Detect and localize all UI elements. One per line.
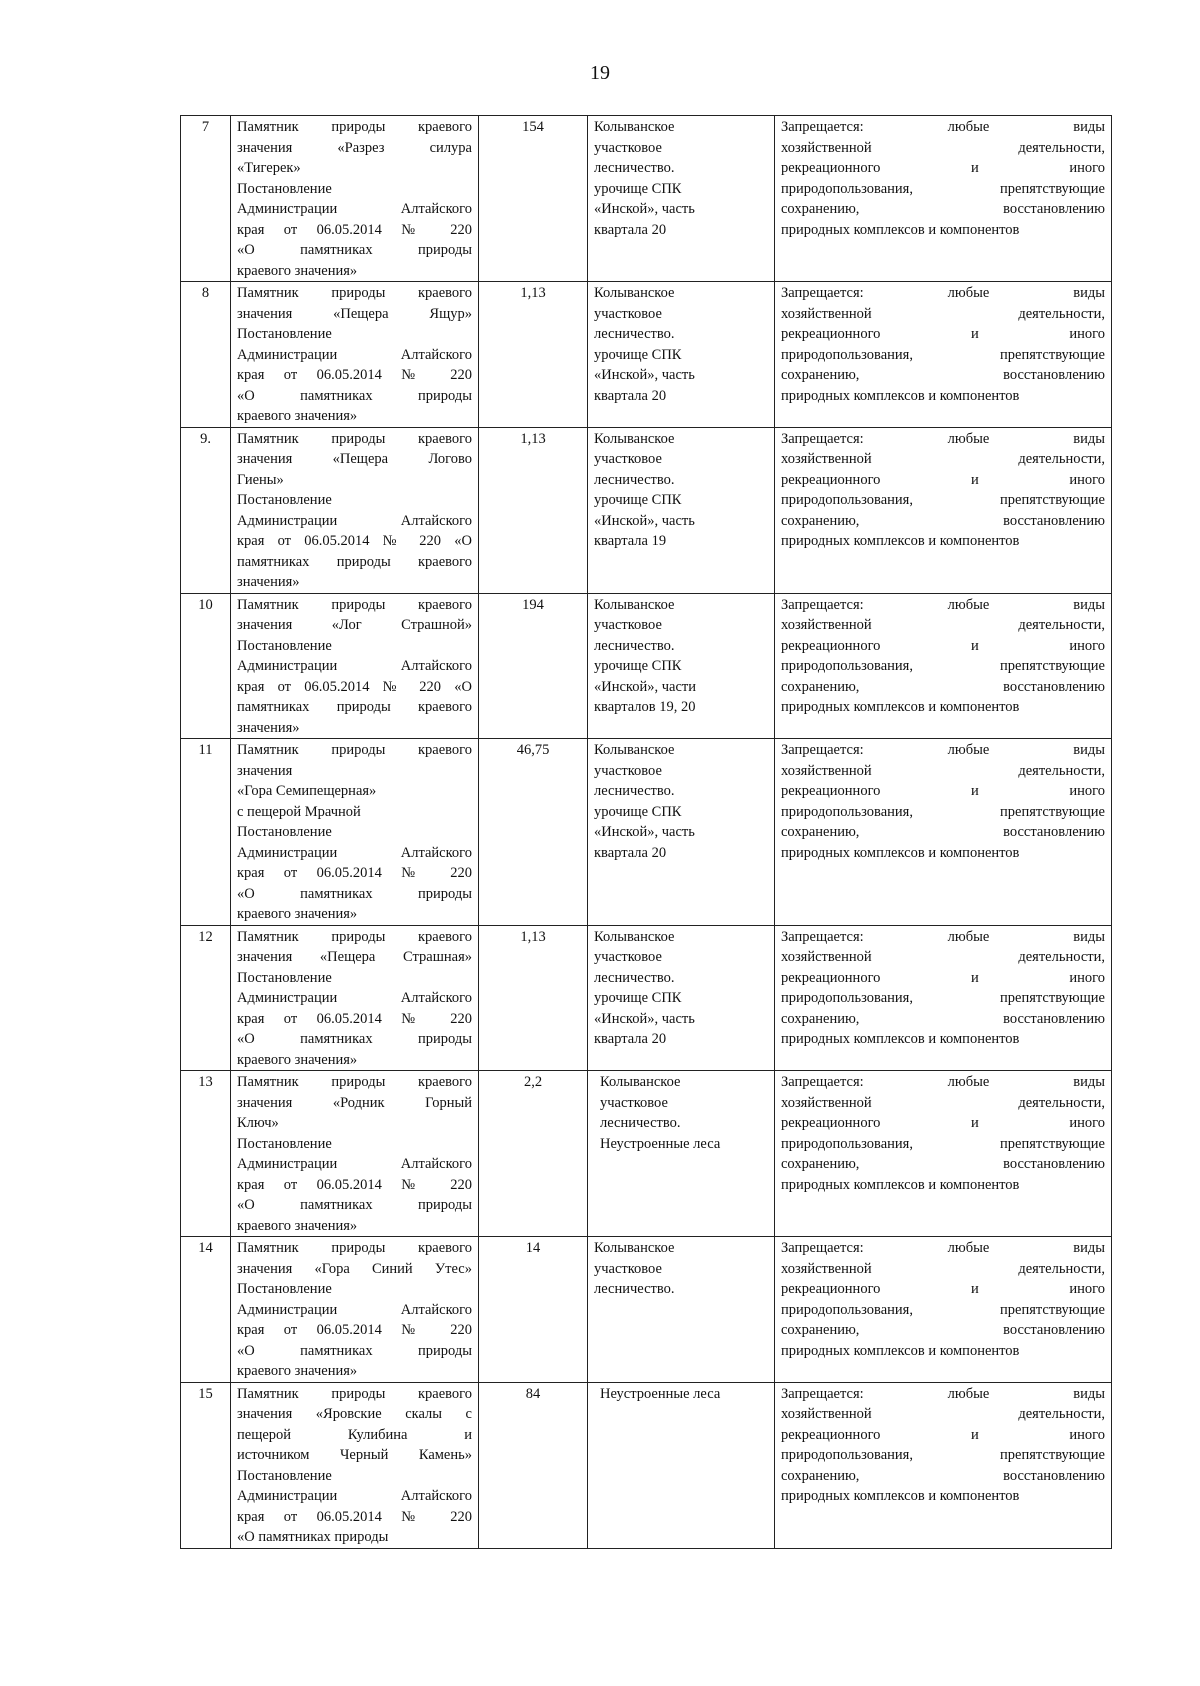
cell-line: лесничество. bbox=[600, 1115, 681, 1131]
cell-line: Колыванское bbox=[594, 596, 675, 613]
cell-line: Колыванское bbox=[600, 1074, 681, 1090]
cell-line: краевого значения» bbox=[237, 906, 358, 922]
cell-line: значения «Разрез силура bbox=[237, 139, 472, 156]
monument-name-cell bbox=[231, 427, 479, 593]
area-ha: 1,13 bbox=[479, 925, 588, 1071]
cell-line: Администрации Алтайского bbox=[237, 658, 472, 674]
table-row bbox=[181, 282, 1112, 428]
cell-line: кварталов 19, 20 bbox=[594, 699, 696, 715]
cell-line: Гиены» bbox=[237, 471, 284, 488]
table-row bbox=[181, 593, 1112, 739]
location-cell bbox=[588, 1071, 775, 1237]
cell-line: края от 06.05.2014 № 220 «О bbox=[237, 533, 472, 549]
cell-line: урочище СПК bbox=[594, 658, 682, 674]
location-cell bbox=[588, 1382, 775, 1548]
cell-line: Запрещается: любые виды bbox=[781, 928, 1105, 945]
monument-name-cell bbox=[231, 593, 479, 739]
cell-line: Памятник природы краевого bbox=[237, 285, 472, 301]
cell-line: Запрещается: любые виды bbox=[781, 119, 1105, 135]
cell-line: Неустроенные леса bbox=[600, 1385, 721, 1402]
cell-line: сохранению, восстановлению bbox=[781, 824, 1105, 840]
cell-line: краевого значения» bbox=[237, 408, 358, 424]
cell-line: Ключ» bbox=[237, 1115, 279, 1131]
cell-line: «Инской», часть bbox=[594, 824, 695, 840]
cell-line: природопользования, препятствующие bbox=[781, 1135, 1105, 1152]
restrictions-cell bbox=[775, 1382, 1112, 1548]
cell-line: края от 06.05.2014 № 220 bbox=[237, 865, 472, 881]
cell-line: «Инской», части bbox=[594, 678, 696, 695]
cell-line: Памятник природы краевого bbox=[237, 742, 472, 758]
area-ha: 1,13 bbox=[479, 282, 588, 428]
restrictions-cell bbox=[775, 282, 1112, 428]
cell-line: природопользования, препятствующие bbox=[781, 803, 1105, 820]
cell-line: Неустроенные леса bbox=[600, 1135, 721, 1152]
row-number: 13 bbox=[181, 1071, 231, 1237]
cell-line: хозяйственной деятельности, bbox=[781, 1406, 1105, 1422]
cell-line: памятниках природы краевого bbox=[237, 553, 472, 570]
location-cell bbox=[588, 593, 775, 739]
table-row bbox=[181, 1382, 1112, 1548]
cell-line: квартала 20 bbox=[594, 221, 667, 238]
cell-line: «О памятниках природы bbox=[237, 1342, 472, 1359]
cell-line: рекреационного и иного bbox=[781, 637, 1105, 654]
cell-line: Памятник природы краевого bbox=[237, 119, 472, 135]
cell-line: Запрещается: любые виды bbox=[781, 1074, 1105, 1090]
cell-line: участковое bbox=[594, 139, 662, 156]
cell-line: края от 06.05.2014 № 220 bbox=[237, 1508, 472, 1525]
cell-line: природных комплексов и компонентов bbox=[781, 699, 1020, 715]
cell-line: «О памятниках природы bbox=[237, 1031, 472, 1047]
cell-line: лесничество. bbox=[594, 783, 675, 799]
cell-line: Постановление bbox=[237, 824, 332, 840]
restrictions-cell bbox=[775, 925, 1112, 1071]
cell-line: природопользования, препятствующие bbox=[781, 658, 1105, 674]
cell-line: Колыванское bbox=[594, 119, 675, 135]
cell-line: Памятник природы краевого bbox=[237, 1074, 472, 1090]
cell-line: хозяйственной деятельности, bbox=[781, 762, 1105, 779]
cell-line: Администрации Алтайского bbox=[237, 844, 472, 861]
cell-line: Постановление bbox=[237, 637, 332, 654]
cell-line: рекреационного и иного bbox=[781, 1115, 1105, 1131]
cell-line: лесничество. bbox=[594, 1281, 675, 1297]
cell-line: урочище СПК bbox=[594, 803, 682, 820]
cell-line: края от 06.05.2014 № 220 bbox=[237, 367, 472, 383]
cell-line: «Инской», часть bbox=[594, 201, 695, 217]
cell-line: природопользования, препятствующие bbox=[781, 492, 1105, 508]
cell-line: Постановление bbox=[237, 180, 332, 197]
monument-name-cell bbox=[231, 925, 479, 1071]
cell-line: Администрации Алтайского bbox=[237, 1156, 472, 1172]
cell-line: сохранению, восстановлению bbox=[781, 1156, 1105, 1172]
cell-line: краевого значения» bbox=[237, 262, 358, 279]
cell-line: хозяйственной деятельности, bbox=[781, 617, 1105, 633]
cell-line: Запрещается: любые виды bbox=[781, 1240, 1105, 1256]
cell-line: участковое bbox=[594, 617, 662, 633]
cell-line: памятниках природы краевого bbox=[237, 699, 472, 715]
cell-line: Колыванское bbox=[594, 1240, 675, 1256]
cell-line: Администрации Алтайского bbox=[237, 1301, 472, 1318]
table-row bbox=[181, 1237, 1112, 1383]
cell-line: сохранению, восстановлению bbox=[781, 1322, 1105, 1338]
row-number: 10 bbox=[181, 593, 231, 739]
cell-line: Администрации Алтайского bbox=[237, 512, 472, 529]
cell-line: рекреационного и иного bbox=[781, 160, 1105, 176]
cell-line: «Тигерек» bbox=[237, 160, 301, 176]
cell-line: «О памятниках природы bbox=[237, 1529, 389, 1545]
row-number: 9. bbox=[181, 427, 231, 593]
cell-line: хозяйственной деятельности, bbox=[781, 305, 1105, 322]
cell-line: края от 06.05.2014 № 220 bbox=[237, 1010, 472, 1027]
cell-line: Колыванское bbox=[594, 928, 675, 945]
cell-line: участковое bbox=[594, 305, 662, 322]
cell-line: лесничество. bbox=[594, 969, 675, 986]
cell-line: Администрации Алтайского bbox=[237, 346, 472, 363]
cell-line: лесничество. bbox=[594, 326, 675, 342]
cell-line: природных комплексов и компонентов bbox=[781, 1488, 1020, 1504]
cell-line: рекреационного и иного bbox=[781, 783, 1105, 799]
cell-line: урочище СПК bbox=[594, 180, 682, 197]
table-row bbox=[181, 427, 1112, 593]
cell-line: Постановление bbox=[237, 1281, 332, 1297]
location-cell bbox=[588, 1237, 775, 1383]
cell-line: значения «Яровские скалы с bbox=[237, 1406, 472, 1422]
cell-line: участковое bbox=[594, 451, 662, 467]
cell-line: Памятник природы краевого bbox=[237, 1240, 472, 1256]
cell-line: Постановление bbox=[237, 326, 332, 342]
monument-name-cell bbox=[231, 1382, 479, 1548]
cell-line: Запрещается: любые виды bbox=[781, 430, 1105, 447]
area-ha: 154 bbox=[479, 116, 588, 282]
monument-name-cell bbox=[231, 116, 479, 282]
cell-line: Памятник природы краевого bbox=[237, 1385, 472, 1402]
cell-line: Администрации Алтайского bbox=[237, 201, 472, 217]
cell-line: значения «Пещера Логово bbox=[237, 451, 472, 467]
cell-line: участковое bbox=[594, 949, 662, 965]
location-cell bbox=[588, 739, 775, 926]
cell-line: природопользования, препятствующие bbox=[781, 1447, 1105, 1463]
cell-line: «О памятниках природы bbox=[237, 1197, 472, 1213]
cell-line: рекреационного и иного bbox=[781, 969, 1105, 986]
cell-line: хозяйственной деятельности, bbox=[781, 451, 1105, 467]
area-ha: 46,75 bbox=[479, 739, 588, 926]
cell-line: хозяйственной деятельности, bbox=[781, 139, 1105, 156]
cell-line: пещерой Кулибина и bbox=[237, 1426, 472, 1443]
cell-line: «О памятниках природы bbox=[237, 387, 472, 404]
cell-line: урочище СПК bbox=[594, 990, 682, 1006]
row-number: 11 bbox=[181, 739, 231, 926]
row-number: 12 bbox=[181, 925, 231, 1071]
cell-line: сохранению, восстановлению bbox=[781, 512, 1105, 529]
cell-line: природных комплексов и компонентов bbox=[781, 387, 1020, 404]
cell-line: значения bbox=[237, 762, 293, 779]
monument-name-cell bbox=[231, 1071, 479, 1237]
cell-line: Запрещается: любые виды bbox=[781, 285, 1105, 301]
cell-line: с пещерой Мрачной bbox=[237, 803, 361, 820]
cell-line: Памятник природы краевого bbox=[237, 430, 472, 447]
row-number: 15 bbox=[181, 1382, 231, 1548]
area-ha: 14 bbox=[479, 1237, 588, 1383]
cell-line: краевого значения» bbox=[237, 1363, 358, 1379]
restrictions-cell bbox=[775, 116, 1112, 282]
cell-line: края от 06.05.2014 № 220 bbox=[237, 221, 472, 238]
cell-line: рекреационного и иного bbox=[781, 1281, 1105, 1297]
cell-line: рекреационного и иного bbox=[781, 471, 1105, 488]
cell-line: природных комплексов и компонентов bbox=[781, 1342, 1020, 1359]
cell-line: Постановление bbox=[237, 969, 332, 986]
cell-line: значения» bbox=[237, 719, 300, 736]
cell-line: Постановление bbox=[237, 1135, 332, 1152]
cell-line: участковое bbox=[594, 1260, 662, 1277]
cell-line: природопользования, препятствующие bbox=[781, 1301, 1105, 1318]
cell-line: участковое bbox=[600, 1094, 668, 1111]
cell-line: квартала 20 bbox=[594, 387, 667, 404]
cell-line: «О памятниках природы bbox=[237, 242, 472, 258]
cell-line: урочище СПК bbox=[594, 346, 682, 363]
area-ha: 1,13 bbox=[479, 427, 588, 593]
cell-line: «О памятниках природы bbox=[237, 885, 472, 902]
cell-line: хозяйственной деятельности, bbox=[781, 1260, 1105, 1277]
restrictions-cell bbox=[775, 1237, 1112, 1383]
restrictions-cell bbox=[775, 593, 1112, 739]
cell-line: края от 06.05.2014 № 220 «О bbox=[237, 678, 472, 695]
cell-line: природных комплексов и компонентов bbox=[781, 1031, 1020, 1047]
cell-line: сохранению, восстановлению bbox=[781, 1467, 1105, 1484]
cell-line: «Гора Семипещерная» bbox=[237, 783, 377, 799]
location-cell bbox=[588, 282, 775, 428]
row-number: 14 bbox=[181, 1237, 231, 1383]
cell-line: значения «Родник Горный bbox=[237, 1094, 472, 1111]
cell-line: сохранению, восстановлению bbox=[781, 367, 1105, 383]
monument-name-cell bbox=[231, 1237, 479, 1383]
location-cell bbox=[588, 427, 775, 593]
area-ha: 2,2 bbox=[479, 1071, 588, 1237]
cell-line: сохранению, восстановлению bbox=[781, 201, 1105, 217]
cell-line: значения «Пещера Ящур» bbox=[237, 305, 472, 322]
cell-line: Администрации Алтайского bbox=[237, 1488, 472, 1504]
cell-line: сохранению, восстановлению bbox=[781, 1010, 1105, 1027]
cell-line: Запрещается: любые виды bbox=[781, 596, 1105, 613]
page-number: 19 bbox=[590, 62, 610, 84]
cell-line: лесничество. bbox=[594, 637, 675, 654]
cell-line: природных комплексов и компонентов bbox=[781, 221, 1020, 238]
cell-line: краевого значения» bbox=[237, 1051, 358, 1068]
cell-line: природных комплексов и компонентов bbox=[781, 844, 1020, 861]
restrictions-cell bbox=[775, 427, 1112, 593]
cell-line: рекреационного и иного bbox=[781, 326, 1105, 342]
cell-line: Памятник природы краевого bbox=[237, 596, 472, 613]
cell-line: Колыванское bbox=[594, 430, 675, 447]
cell-line: источником Черный Камень» bbox=[237, 1447, 472, 1463]
row-number: 8 bbox=[181, 282, 231, 428]
area-ha: 194 bbox=[479, 593, 588, 739]
restrictions-cell bbox=[775, 739, 1112, 926]
restrictions-cell bbox=[775, 1071, 1112, 1237]
table-row bbox=[181, 1071, 1112, 1237]
cell-line: значения «Лог Страшной» bbox=[237, 617, 472, 633]
cell-line: значения «Пещера Страшная» bbox=[237, 949, 472, 965]
cell-line: рекреационного и иного bbox=[781, 1426, 1105, 1443]
cell-line: лесничество. bbox=[594, 471, 675, 488]
cell-line: лесничество. bbox=[594, 160, 675, 176]
cell-line: Постановление bbox=[237, 492, 332, 508]
cell-line: Колыванское bbox=[594, 742, 675, 758]
location-cell bbox=[588, 116, 775, 282]
cell-line: Колыванское bbox=[594, 285, 675, 301]
table-body bbox=[181, 116, 1112, 1549]
natural-monuments-table bbox=[180, 115, 1112, 1549]
cell-line: значения «Гора Синий Утес» bbox=[237, 1260, 472, 1277]
cell-line: края от 06.05.2014 № 220 bbox=[237, 1322, 472, 1338]
cell-line: урочище СПК bbox=[594, 492, 682, 508]
monument-name-cell bbox=[231, 282, 479, 428]
cell-line: природопользования, препятствующие bbox=[781, 180, 1105, 197]
cell-line: квартала 19 bbox=[594, 533, 667, 549]
cell-line: участковое bbox=[594, 762, 662, 779]
cell-line: сохранению, восстановлению bbox=[781, 678, 1105, 695]
cell-line: природных комплексов и компонентов bbox=[781, 533, 1020, 549]
cell-line: «Инской», часть bbox=[594, 367, 695, 383]
row-number: 7 bbox=[181, 116, 231, 282]
cell-line: Постановление bbox=[237, 1467, 332, 1484]
cell-line: Памятник природы краевого bbox=[237, 928, 472, 945]
cell-line: значения» bbox=[237, 574, 300, 590]
cell-line: природопользования, препятствующие bbox=[781, 346, 1105, 363]
cell-line: «Инской», часть bbox=[594, 1010, 695, 1027]
table-row bbox=[181, 739, 1112, 926]
table-row bbox=[181, 925, 1112, 1071]
cell-line: природопользования, препятствующие bbox=[781, 990, 1105, 1006]
cell-line: квартала 20 bbox=[594, 1031, 667, 1047]
cell-line: природных комплексов и компонентов bbox=[781, 1176, 1020, 1193]
cell-line: края от 06.05.2014 № 220 bbox=[237, 1176, 472, 1193]
cell-line: Запрещается: любые виды bbox=[781, 742, 1105, 758]
area-ha: 84 bbox=[479, 1382, 588, 1548]
cell-line: квартала 20 bbox=[594, 844, 667, 861]
cell-line: хозяйственной деятельности, bbox=[781, 1094, 1105, 1111]
cell-line: краевого значения» bbox=[237, 1217, 358, 1234]
cell-line: Администрации Алтайского bbox=[237, 990, 472, 1006]
cell-line: Запрещается: любые виды bbox=[781, 1385, 1105, 1402]
table-row bbox=[181, 116, 1112, 282]
location-cell bbox=[588, 925, 775, 1071]
cell-line: хозяйственной деятельности, bbox=[781, 949, 1105, 965]
cell-line: «Инской», часть bbox=[594, 512, 695, 529]
monument-name-cell bbox=[231, 739, 479, 926]
